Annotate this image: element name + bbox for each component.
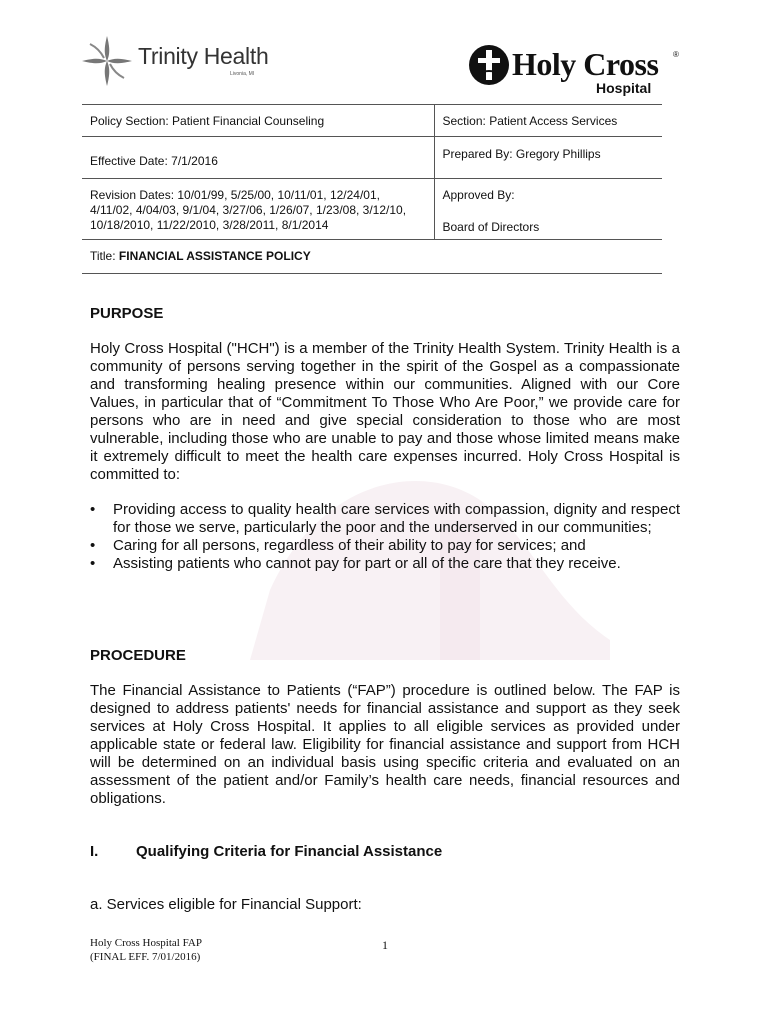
trinity-health-logo xyxy=(80,34,280,88)
approved-by-value: Board of Directors xyxy=(442,220,540,234)
revision-dates-cell xyxy=(82,179,434,240)
purpose-heading: PURPOSE xyxy=(90,305,164,322)
subsection-a: a. Services eligible for Financial Support: xyxy=(90,896,362,913)
prepared-by-cell: Prepared By: Gregory Phillips xyxy=(434,137,662,179)
title-cell xyxy=(82,240,662,274)
registered-mark: ® xyxy=(673,50,679,59)
policy-info-table xyxy=(82,104,662,274)
section-number: I. xyxy=(90,843,99,860)
page-header xyxy=(0,0,770,100)
table-row xyxy=(82,105,662,137)
trinity-cross-icon xyxy=(80,34,134,88)
holy-cross-emblem-icon xyxy=(468,44,510,86)
table-row xyxy=(82,179,662,240)
section-title: Qualifying Criteria for Financial Assistance xyxy=(136,843,443,860)
list-item: • Providing access to quality health care services with compassion, dignity and respect for those we serve, particularly the poor and the underserved in our communities; xyxy=(90,501,680,537)
page-footer xyxy=(90,936,202,964)
approved-by-cell xyxy=(434,179,662,240)
revision-dates-line: 10/18/2010, 11/22/2010, 3/28/2011, 8/1/2014 xyxy=(90,218,329,232)
table-row xyxy=(82,240,662,274)
holy-cross-logo xyxy=(468,42,688,98)
approved-by-label: Approved By: xyxy=(442,188,515,202)
list-item: • Caring for all persons, regardless of their ability to pay for services; and xyxy=(90,537,680,555)
purpose-paragraph: Holy Cross Hospital ("HCH") is a member of the Trinity Health System. Trinity Health is a community of persons serving together in the spirit of the Gospel as a compassionate and transforming healing presence within our communities. Aligned with our Core Values, in particular that of “Commitment To Those Who Are Poor,” we provide care for persons who are in need and give special consideration to those who are most vulnerable, including those who are unable to pay and those whose limited means make it extremely difficult to meet the health care expenses incurred. Holy Cross Hospital is committed to: xyxy=(90,340,680,483)
procedure-paragraph: The Financial Assistance to Patients (“FAP”) procedure is outlined below. The FAP is designed to address patients' needs for financial assistance and support as they seek services at Holy Cross Hospital. It applies to all eligible services as provided under applicable state or federal law. Eligibility for financial assistance and support from HCH will be determined on an individual basis using specific criteria and evaluated on an assessment of the patient and/or Family’s health care needs, financial resources and obligations. xyxy=(90,682,680,807)
revision-dates-line: 4/11/02, 4/04/03, 9/1/04, 3/27/06, 1/26/07, 1/23/08, 3/12/10, xyxy=(90,203,407,217)
holy-cross-logo-subtext: Hospital xyxy=(596,80,652,96)
title-value: FINANCIAL ASSISTANCE POLICY xyxy=(118,249,311,263)
procedure-heading: PROCEDURE xyxy=(90,647,186,664)
revision-dates-line: Revision Dates: 10/01/99, 5/25/00, 10/11/01, 12/24/01, xyxy=(90,188,380,202)
purpose-bullet-list xyxy=(90,501,680,573)
footer-line: (FINAL EFF. 7/01/2016) xyxy=(90,951,201,963)
section-cell: Section: Patient Access Services xyxy=(434,105,662,137)
trinity-logo-location: Livonia, MI xyxy=(230,71,255,77)
page-number: 1 xyxy=(382,938,388,952)
list-item: • Assisting patients who cannot pay for part or all of the care that they receive. xyxy=(90,555,680,573)
table-row xyxy=(82,137,662,179)
holy-cross-logo-text: Holy Cross xyxy=(512,46,659,82)
policy-section-cell: Policy Section: Patient Financial Counseling xyxy=(82,105,434,137)
trinity-logo-text: Trinity Health xyxy=(138,43,269,69)
effective-date-cell: Effective Date: 7/1/2016 xyxy=(82,137,434,179)
title-label: Title: xyxy=(90,249,119,263)
footer-line: Holy Cross Hospital FAP xyxy=(90,937,202,949)
